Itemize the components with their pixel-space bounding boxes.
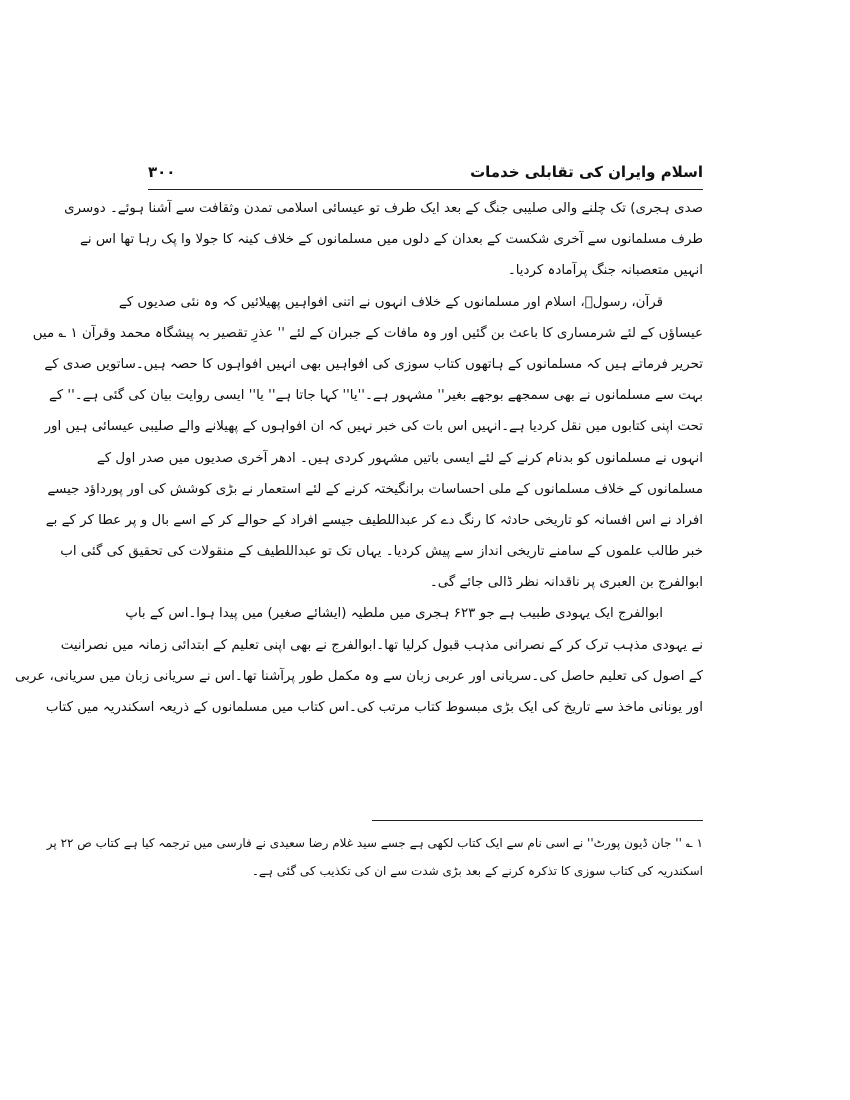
body-line: مسلمانوں کے خلاف مسلمانوں کے ملی احساسات برانگیختہ کرنے کے لئے استعمار نے بڑی کوشش کی اور پورداؤد جیسے (47, 481, 703, 497)
body-line: ابوالفرج ایک یہودی طبیب ہے جو ۶۲۳ ہجری میں ملطیہ (ایشائے صغیر) میں پیدا ہوا۔اس کے باپ (125, 606, 663, 622)
body-line: قرآن، رسولؐ، اسلام اور مسلمانوں کے خلاف انہوں نے اتنی افواہیں پھیلائیں کہ وہ نئی صدیوں کے (118, 294, 663, 310)
body-line: طرف مسلمانوں سے آخری شکست کے بعدان کے دلوں میں مسلمانوں کے خلاف کینہ کا جولا وا پک رہا تھا اس نے (80, 232, 703, 248)
footnote-divider (372, 820, 703, 821)
body-line: انہوں نے مسلمانوں کو بدنام کرنے کے لئے ایسی باتیں مشہور کردی ہیں۔ ادھر آخری صدیوں میں صدر اول کے (96, 450, 703, 466)
footnote-line: ۱ ؎ '' جان ڈیون پورٹ'' نے اسی نام سے ایک کتاب لکھی ہے جسے سید غلام رضا سعیدی نے فارسی میں ترجمہ کیا ہے کتاب ص ۲۲ پر (46, 836, 703, 850)
body-line: کے اصول کی تعلیم حاصل کی۔سریانی اور عربی زبان سے وہ مکمل طور پرآشنا تھا۔اس نے سریانی زبان میں سریانی، عربی (15, 668, 703, 684)
running-title: اسلام وایران کی تقابلی خدمات (470, 163, 703, 181)
body-line: تحت اپنی کتابوں میں نقل کردیا ہے۔انہیں اس بات کی خبر نہیں کہ ان افواہوں کے پھیلانے والے صلیبی عیسائی ہیں اور (44, 419, 703, 435)
body-line: تحریر فرماتے ہیں کہ مسلمانوں کے ہاتھوں کتاب سوزی کی افواہیں بھی انہیں افواہوں کا حصہ ہیں۔ساتویں صدی کے (44, 356, 703, 372)
body-line: انہیں متعصبانہ جنگ پرآمادہ کردیا۔ (507, 263, 703, 279)
footnote-line: اسکندریہ کی کتاب سوزی کا تذکرہ کرنے کے بعد بڑی شدت سے ان کی تکذیب کی گئی ہے۔ (251, 864, 703, 878)
body-line: افراد نے اس افسانہ کو تاریخی حادثہ کا رنگ دے کر عبداللطیف جیسے افراد کے حوالے کر کے اسے بال و پر عطا کر کے بے (45, 512, 703, 528)
body-line: خبر طالب علموں کے سامنے تاریخی انداز سے پیش کردیا۔ یہاں تک تو عبداللطیف کے منقولات کی تحقیق کی گئی اب (60, 544, 703, 560)
body-line: ابوالفرج بن العبری پر ناقدانہ نظر ڈالی جائے گی۔ (429, 575, 703, 591)
body-line: نے یہودی مذہب ترک کر کے نصرانی مذہب قبول کرلیا تھا۔ابوالفرج نے بھی اپنی تعلیم کے ابتدائی زمانہ میں نصرانیت (60, 637, 703, 653)
page-number: ۳۰۰ (148, 163, 176, 181)
body-line: صدی ہجری) تک چلنے والی صلیبی جنگ کے بعد ایک طرف تو عیسائی اسلامی تمدن وثقافت سے آشنا ہوئے۔ دوسری (64, 201, 703, 216)
body-line: عیساؤں کے لئے شرمساری کا باعث بن گئیں اور وہ مافات کے جبران کے لئے '' عذرِ تقصیر بہ پیشگاہ محمد وقرآن ۱ ؎ میں (32, 325, 703, 341)
body-text (15, 193, 703, 723)
body-line: اور یونانی ماخذ سے تاریخ کی ایک بڑی مبسوط کتاب مرتب کی۔اس کتاب میں مسلمانوں کے ذریعہ اسکندریہ میں کتاب (45, 700, 703, 715)
footnotes (46, 829, 703, 885)
body-line: بہت سے مسلمانوں نے بھی سمجھے بوجھے بغیر'' مشہور ہے۔''یا'' کہا جاتا ہے'' یا'' ایسی روایت بیان کی گئی ہے۔'' کے (48, 388, 703, 404)
page-header (148, 161, 703, 185)
header-divider (148, 189, 703, 190)
